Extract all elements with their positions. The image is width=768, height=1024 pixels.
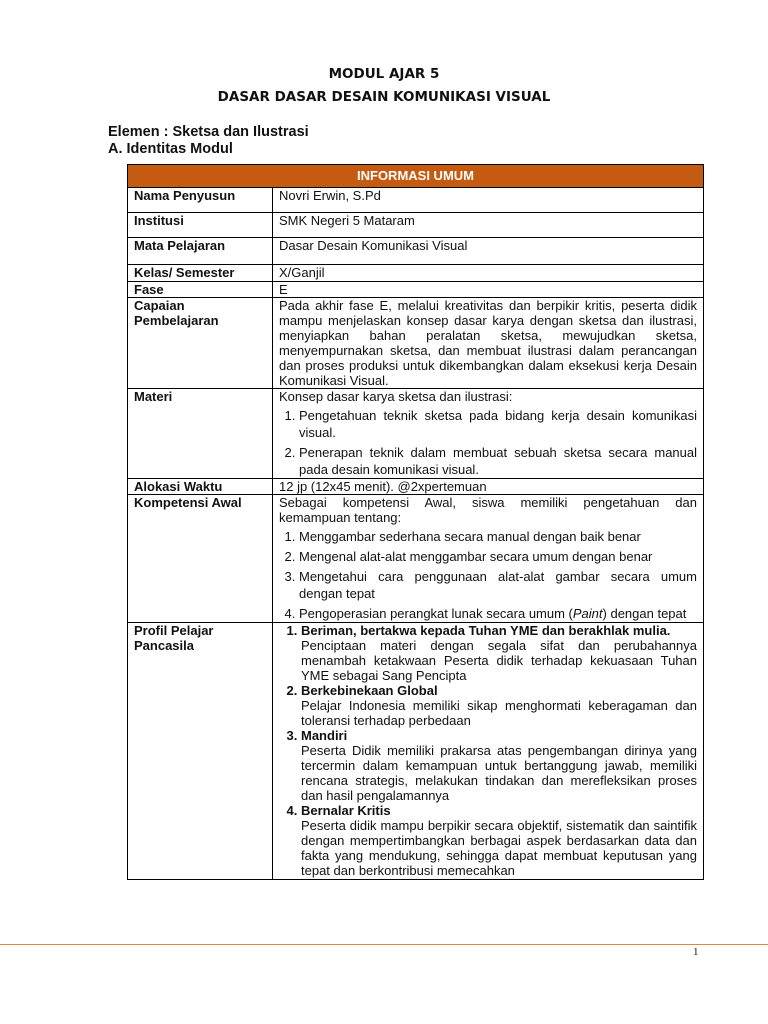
table-row — [128, 265, 704, 282]
item-title: Berkebinekaan Global — [301, 683, 438, 698]
table-row — [128, 298, 704, 389]
row-label: Mata Pelajaran — [128, 238, 273, 265]
row-value: E — [273, 282, 704, 298]
materi-list — [279, 407, 697, 478]
element-heading: Elemen : Sketsa dan Ilustrasi — [108, 124, 309, 140]
list-item: 1. Menggambar sederhana secara manual dengan baik benar — [299, 528, 697, 545]
row-value: SMK Negeri 5 Mataram — [273, 213, 704, 238]
list-item — [301, 623, 697, 683]
section-heading: A. Identitas Modul — [108, 141, 233, 157]
row-label: Fase — [128, 282, 273, 298]
row-value: X/Ganjil — [273, 265, 704, 282]
item-desc: Peserta didik mampu berpikir secara objektif, sistematik dan saintifik dengan mempertimbangkan berbagai aspek berdasarkan data dan fakta yang mendukung, sehingga dapat membuat keputusan yang tepat dan berkontribusi memecahkan — [301, 818, 697, 878]
row-value — [273, 623, 704, 880]
info-table — [127, 164, 704, 880]
row-label: Profil Pelajar Pancasila — [128, 623, 273, 880]
item-text: ) dengan tepat — [602, 606, 687, 621]
list-item: 3. Mengetahui cara penggunaan alat-alat gambar secara umum dengan tepat — [299, 568, 697, 602]
module-title: MODUL AJAR 5 — [328, 66, 440, 82]
list-item — [301, 683, 697, 728]
item-italic: Paint — [572, 606, 603, 621]
row-label: Capaian Pembelajaran — [128, 298, 273, 389]
row-value: Pada akhir fase E, melalui kreativitas dan berpikir kritis, peserta didik mampu menjelaskan konsep dasar karya dengan sketsa dan ilustrasi, menyiapkan bahan peralatan sketsa, mewujudkan sketsa, menyempurnakan sketsa, dan membuat ilustrasi dalam perancangan dan proses produksi untuk dikembangkan dalam eksekusi kerja Desain Komunikasi Visual. — [273, 298, 704, 389]
item-title: Beriman, bertakwa kepada Tuhan YME dan berakhlak mulia. — [301, 623, 671, 638]
materi-intro: Konsep dasar karya sketsa dan ilustrasi: — [279, 389, 513, 404]
list-item — [301, 803, 697, 878]
row-value: Novri Erwin, S.Pd — [273, 188, 704, 213]
row-value: 12 jp (12x45 menit). @2xpertemuan — [273, 479, 704, 495]
table-row — [128, 389, 704, 479]
table-row — [128, 282, 704, 298]
table-row — [128, 238, 704, 265]
row-value — [273, 389, 704, 479]
list-item: 2. Penerapan teknik dalam membuat sebuah sketsa secara manual pada desain komunikasi visual. — [299, 444, 697, 478]
row-value — [273, 495, 704, 623]
row-label: Alokasi Waktu — [128, 479, 273, 495]
row-label: Kelas/ Semester — [128, 265, 273, 282]
module-subtitle: DASAR DASAR DESAIN KOMUNIKASI VISUAL — [217, 89, 551, 105]
item-title: Mandiri — [301, 728, 348, 743]
profil-list — [279, 623, 697, 878]
list-item — [299, 605, 697, 622]
row-label: Institusi — [128, 213, 273, 238]
table-header: INFORMASI UMUM — [128, 165, 704, 188]
row-label: Nama Penyusun — [128, 188, 273, 213]
row-label: Materi — [128, 389, 273, 479]
page-number: 1 — [693, 946, 699, 958]
row-label: Kompetensi Awal — [128, 495, 273, 623]
footer-divider — [0, 944, 768, 945]
kompetensi-list — [279, 528, 697, 622]
list-item — [301, 728, 697, 803]
list-item: 1. Pengetahuan teknik sketsa pada bidang kerja desain komunikasi visual. — [299, 407, 697, 441]
table-row — [128, 495, 704, 623]
item-desc: Peserta Didik memiliki prakarsa atas pengembangan dirinya yang tercermin dalam kemampuan untuk bertanggung jawab, memiliki rencana strategis, melakukan tindakan dan merefleksikan proses dan hasil pengalamannya — [301, 743, 697, 803]
table-row — [128, 213, 704, 238]
table-row — [128, 188, 704, 213]
item-title: Bernalar Kritis — [301, 803, 391, 818]
table-row — [128, 623, 704, 880]
list-item: 2. Mengenal alat-alat menggambar secara umum dengan benar — [299, 548, 697, 565]
item-desc: Penciptaan materi dengan segala sifat dan perubahannya menambah ketakwaan Peserta didik terhadap kekuasaan Tuhan YME sebagai Sang Pencipta — [301, 638, 697, 683]
row-value: Dasar Desain Komunikasi Visual — [273, 238, 704, 265]
kompetensi-intro: Sebagai kompetensi Awal, siswa memiliki pengetahuan dan kemampuan tentang: — [279, 495, 697, 525]
table-row — [128, 479, 704, 495]
item-text: Pengoperasian perangkat lunak secara umum ( — [299, 606, 573, 621]
item-desc: Pelajar Indonesia memiliki sikap menghormati keberagaman dan toleransi terhadap perbedaan — [301, 698, 697, 728]
